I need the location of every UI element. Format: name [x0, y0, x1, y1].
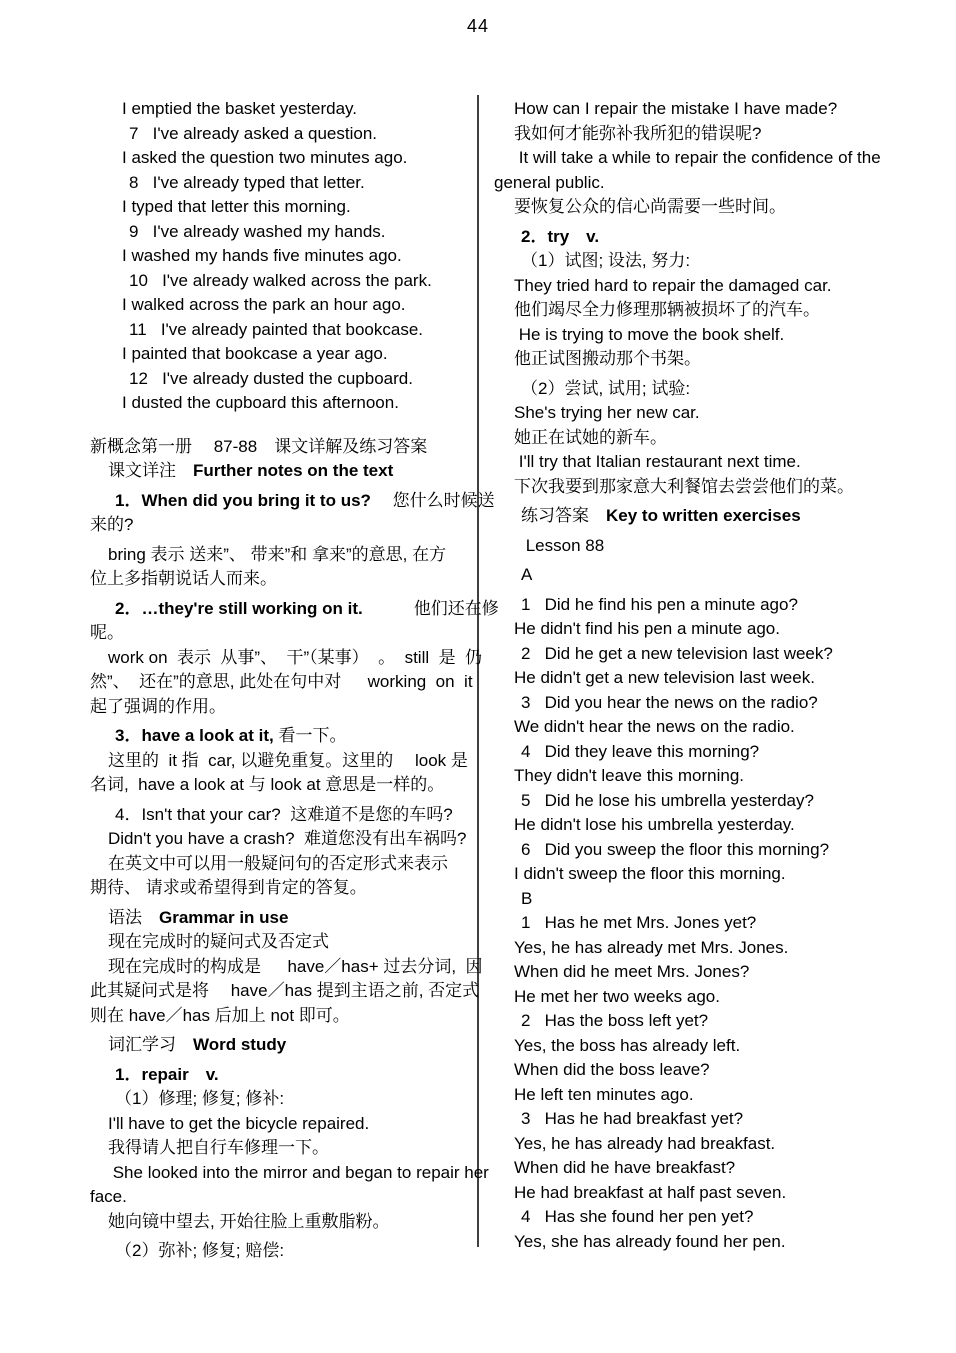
text-run: 呢。 [90, 623, 124, 642]
text-run: B [521, 888, 533, 908]
text-run: 12 I've already dusted the cupboard. [129, 368, 413, 388]
text-run: 我得请人把自行车修理一下。 [108, 1138, 329, 1157]
text-run: 3 Has he had breakfast yet? [521, 1109, 744, 1128]
text-run: face. [90, 1187, 127, 1206]
text-line [90, 852, 478, 877]
text-line [494, 764, 954, 789]
text-line [494, 225, 954, 250]
text-line [494, 426, 954, 451]
text-line [494, 1205, 954, 1230]
text-line [90, 171, 478, 196]
text-run: I dusted the cupboard this afternoon. [122, 393, 399, 412]
text-line [494, 666, 954, 691]
text-line [90, 955, 483, 980]
text-line [494, 740, 954, 765]
text-run: Yes, he has already met Mrs. Jones. [514, 937, 789, 957]
text-run: 2 Has the boss left yet? [521, 1011, 709, 1030]
text-line [494, 887, 954, 912]
text-line [90, 293, 478, 318]
text-line [90, 670, 478, 695]
text-run: 10 I've already walked across the park. [129, 270, 432, 290]
text-line [494, 691, 954, 716]
text-line [90, 803, 478, 828]
text-run: （2）弥补; 修复; 赔偿: [115, 1241, 285, 1260]
text-line [90, 724, 478, 749]
text-run-bold: 1．When did you bring it to us? [115, 490, 371, 510]
text-run: 6 Did you sweep the floor this morning? [521, 839, 830, 859]
text-run: I walked across the park an hour ago. [122, 295, 406, 314]
text-run: 他们竭尽全力修理那辆被损坏了的汽车。 [514, 300, 820, 319]
text-line [494, 911, 954, 936]
text-run: 我如何才能弥补我所犯的错误呢? [514, 123, 762, 143]
text-run: Yes, she has already found her pen. [514, 1231, 786, 1251]
text-run: I didn't sweep the floor this morning. [514, 864, 786, 883]
text-line [90, 146, 478, 171]
text-line [90, 930, 478, 955]
text-run: general public. [494, 172, 605, 192]
text-line [90, 906, 478, 931]
text-run: I painted that bookcase a year ago. [122, 344, 388, 363]
text-line [494, 249, 954, 274]
text-line [90, 513, 478, 538]
text-run: 5 Did he lose his umbrella yesterday? [521, 790, 814, 810]
text-run: （2）尝试, 试用; 试验: [521, 378, 691, 398]
text-run: We didn't hear the news on the radio. [514, 717, 795, 736]
text-run: work on 表示 从事”、 干”（某事） 。 still 是 仍 [108, 647, 483, 667]
text-run: Didn't you have a crash? 难道您没有出车祸吗? [108, 829, 467, 848]
text-run-bold: 3．have a look at it, [115, 726, 274, 745]
text-run: I'll have to get the bicycle repaired. [108, 1113, 370, 1133]
text-line [494, 401, 954, 426]
text-line [494, 642, 954, 667]
text-line [494, 936, 954, 961]
text-run: It will take a while to repair the confidence of the [514, 148, 881, 167]
text-run: When did the boss leave? [514, 1060, 710, 1079]
text-line [494, 813, 954, 838]
text-run: （1）修理; 修复; 修补: [115, 1089, 285, 1108]
text-run: She's trying her new car. [514, 403, 700, 422]
text-line [494, 1132, 954, 1157]
text-run: bring 表示 送来”、 带来”和 拿来”的意思, 在方 [108, 544, 447, 564]
text-line [90, 621, 478, 646]
text-line [90, 342, 478, 367]
text-run: 练习答案 [521, 506, 606, 525]
text-run: 7 I've already asked a question. [129, 123, 378, 143]
text-line [90, 435, 478, 460]
text-run-bold: Further notes on the text [193, 461, 394, 480]
text-run: When did he have breakfast? [514, 1158, 736, 1177]
text-line [90, 1185, 478, 1210]
text-line [90, 1239, 478, 1264]
text-line [494, 274, 954, 299]
text-line [90, 773, 478, 798]
text-run: They tried hard to repair the damaged car. [514, 275, 832, 295]
text-line [90, 695, 478, 720]
text-line [90, 1004, 478, 1029]
text-run-bold: Word study [193, 1035, 287, 1054]
text-run: I emptied the basket yesterday. [122, 99, 357, 118]
text-run: He didn't get a new television last week. [514, 668, 815, 687]
text-line [494, 617, 954, 642]
text-line [90, 1136, 478, 1161]
text-line [494, 377, 954, 402]
text-line [494, 195, 954, 220]
text-run: 期待、 请求或希望得到肯定的答复。 [90, 878, 367, 897]
text-line [90, 220, 478, 245]
text-run: 4．Isn't that your car? 这难道不是您的车吗? [115, 804, 453, 824]
text-line [90, 827, 478, 852]
text-run: 下次我要到那家意大利餐馆去尝尝他们的菜。 [514, 476, 854, 496]
text-run: He didn't lose his umbrella yesterday. [514, 815, 795, 834]
text-line [90, 1033, 478, 1058]
text-line [90, 1063, 478, 1088]
text-run: I asked the question two minutes ago. [122, 148, 408, 167]
text-line [90, 567, 478, 592]
text-run: 这里的 it 指 car, 以避免重复。这里的 look 是 [108, 750, 468, 770]
text-line [90, 367, 478, 392]
text-line [90, 1112, 478, 1137]
text-run: 此其疑问式是将 have／has 提到主语之前, 否定式 [90, 981, 480, 1000]
text-line [90, 749, 478, 774]
text-run: 他正试图搬动那个书架。 [514, 349, 701, 368]
text-run: 4 Has she found her pen yet? [521, 1207, 754, 1226]
text-run: 在英文中可以用一般疑问句的否定形式来表示 [108, 853, 448, 873]
text-line [494, 347, 954, 372]
text-line [90, 391, 478, 416]
text-line [494, 171, 954, 196]
left-column [90, 97, 499, 1264]
text-run: 现在完成时的疑问式及否定式 [108, 932, 329, 951]
text-run: When did he meet Mrs. Jones? [514, 962, 750, 981]
text-run: I washed my hands five minutes ago. [122, 246, 402, 265]
text-run: 8 I've already typed that letter. [129, 172, 365, 192]
text-run: I'll try that Italian restaurant next time. [514, 452, 801, 471]
text-line [90, 318, 478, 343]
text-line [494, 838, 954, 863]
text-line [90, 195, 478, 220]
text-run: （1）试图; 设法, 努力: [521, 251, 691, 270]
text-line [90, 122, 478, 147]
text-line [90, 543, 478, 568]
text-line [494, 1156, 954, 1181]
text-line [90, 269, 478, 294]
text-line [494, 563, 954, 588]
right-column [494, 97, 954, 1254]
text-run: He left ten minutes ago. [514, 1084, 694, 1104]
text-line [90, 489, 495, 514]
text-run: I typed that letter this morning. [122, 197, 351, 216]
text-line [494, 450, 954, 475]
text-run: 看一下。 [273, 726, 347, 745]
text-run: A [521, 565, 533, 584]
text-run: 现在完成时的构成是 have／has+ 过去分词, 因 [108, 956, 483, 976]
text-line [494, 122, 954, 147]
text-run: 她向镜中望去, 开始往脸上重敷脂粉。 [108, 1211, 390, 1231]
text-run: 4 Did they leave this morning? [521, 741, 760, 761]
text-line [90, 459, 478, 484]
text-line [494, 593, 954, 618]
text-run: Yes, the boss has already left. [514, 1035, 741, 1055]
text-line [494, 1230, 954, 1255]
text-line [494, 985, 954, 1010]
text-line [90, 979, 478, 1004]
text-run-bold: 1．repair v. [115, 1064, 219, 1084]
text-run: Yes, he has already had breakfast. [514, 1133, 776, 1153]
text-line [90, 597, 499, 622]
text-run: He is trying to move the book shelf. [514, 324, 785, 344]
text-run: 语法 [108, 907, 159, 927]
text-line [494, 1009, 954, 1034]
text-run: 您什么时候送 [370, 490, 495, 510]
text-line [90, 1210, 478, 1235]
text-line [494, 715, 954, 740]
text-run: 词汇学习 [108, 1035, 193, 1054]
text-line [494, 862, 954, 887]
text-line [494, 1034, 954, 1059]
text-run: 3 Did you hear the news on the radio? [521, 692, 818, 712]
text-line [90, 876, 478, 901]
text-run: How can I repair the mistake I have made? [514, 99, 838, 118]
text-run-bold: Key to written exercises [606, 506, 801, 525]
text-line [494, 960, 954, 985]
text-run: 然”、 还在”的意思, 此处在句中对 working on it [90, 672, 473, 691]
text-run-bold: 2．…they're still working on it. [115, 598, 363, 618]
text-run: He didn't find his pen a minute ago. [514, 619, 780, 638]
text-line [494, 1058, 954, 1083]
text-run: 1 Has he met Mrs. Jones yet? [521, 913, 757, 932]
text-run: He had breakfast at half past seven. [514, 1182, 787, 1202]
text-line [494, 1083, 954, 1108]
text-run: 2 Did he get a new television last week? [521, 643, 833, 663]
text-run: 新概念第一册 87-88 课文详解及练习答案 [90, 436, 428, 456]
text-run: She looked into the mirror and began to repair her [108, 1162, 489, 1182]
text-line [494, 1107, 954, 1132]
text-line [90, 1087, 478, 1112]
text-run: 她正在试她的新车。 [514, 427, 667, 447]
text-line [90, 97, 478, 122]
text-line [494, 97, 954, 122]
text-run: 9 I've already washed my hands. [129, 221, 386, 241]
text-run: 则在 have／has 后加上 not 即可。 [90, 1005, 350, 1025]
text-run: Lesson 88 [521, 535, 605, 555]
text-line [494, 298, 954, 323]
text-run: 1 Did he find his pen a minute ago? [521, 594, 798, 614]
text-line [494, 323, 954, 348]
text-run: 11 I've already painted that bookcase. [129, 319, 424, 339]
text-line [494, 789, 954, 814]
page-number: 44 [466, 16, 490, 36]
text-line [494, 504, 954, 529]
text-run: 名词, have a look at 与 look at 意思是一样的。 [90, 775, 445, 794]
text-line [494, 146, 954, 171]
text-line [494, 475, 954, 500]
text-line [494, 534, 954, 559]
text-run: 课文详注 [108, 461, 193, 480]
text-line [90, 244, 478, 269]
text-line [494, 1181, 954, 1206]
text-run: 要恢复公众的信心尚需要一些时间。 [514, 197, 786, 216]
text-run-bold: 2．try v. [521, 226, 600, 246]
text-run: 他们还在修 [362, 598, 499, 618]
text-line [90, 1161, 489, 1186]
text-run: They didn't leave this morning. [514, 766, 745, 785]
text-run-bold: Grammar in use [159, 907, 289, 927]
text-line [90, 646, 483, 671]
text-run: 来的? [90, 515, 134, 534]
text-run: He met her two weeks ago. [514, 986, 720, 1006]
text-run: 位上多指朝说话人而来。 [90, 569, 277, 588]
text-run: 起了强调的作用。 [90, 696, 226, 716]
